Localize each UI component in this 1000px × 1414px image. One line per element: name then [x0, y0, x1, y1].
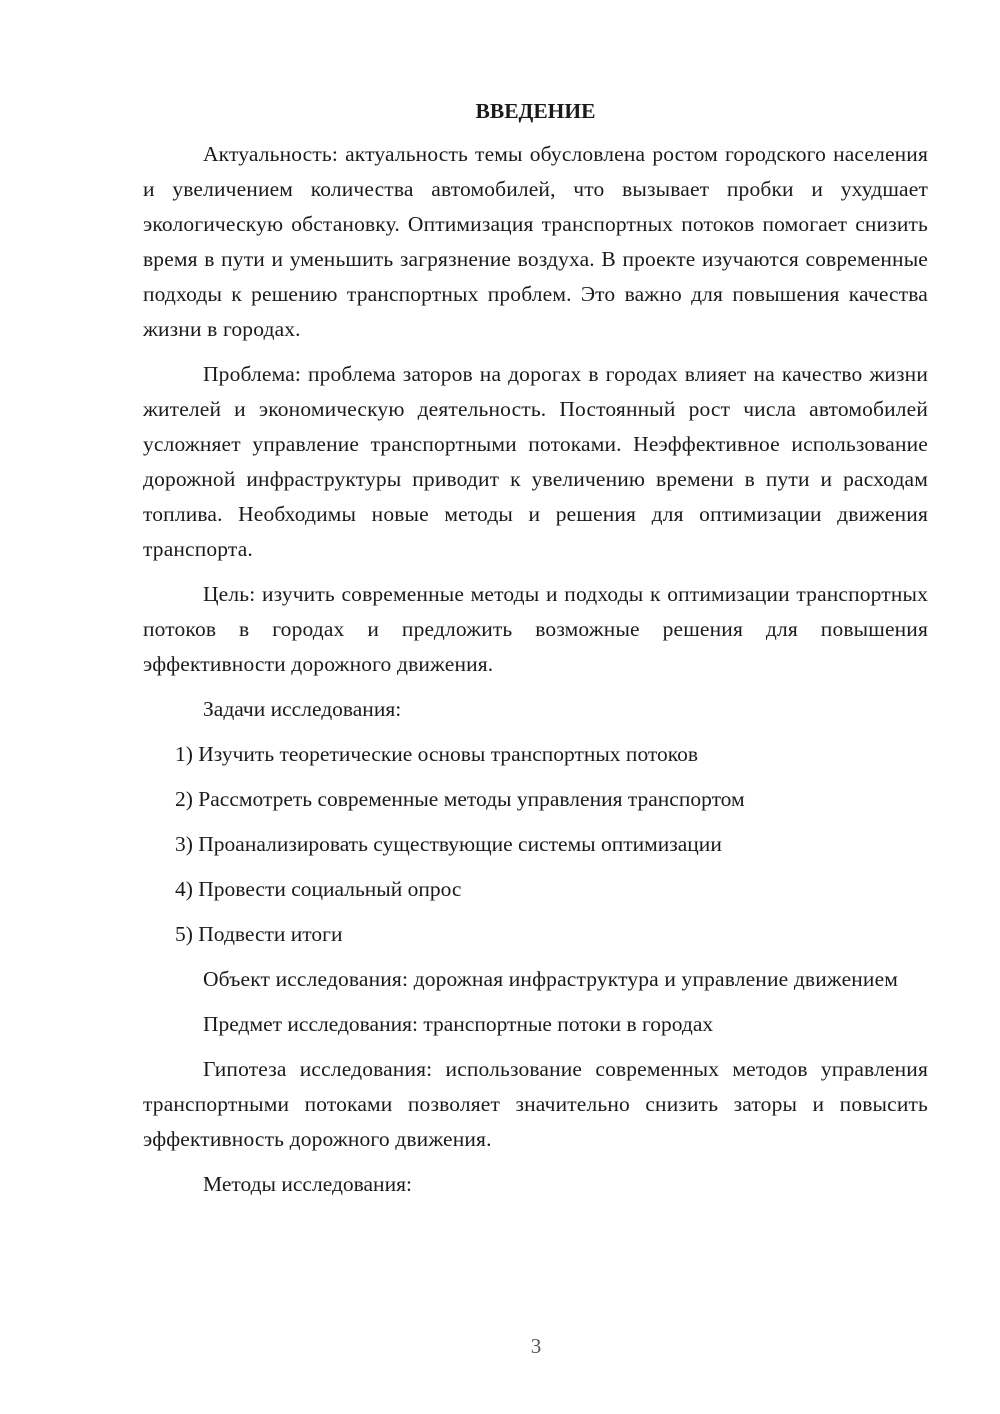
page-content: [143, 96, 928, 1212]
task-item-1: 1) Изучить теоретические основы транспортных потоков: [175, 742, 699, 766]
tasks-heading: Задачи исследования:: [203, 697, 402, 721]
subject-paragraph: Предмет исследования: транспортные потоки в городах: [203, 1012, 714, 1036]
methods-heading: Методы исследования:: [203, 1172, 412, 1196]
hypothesis-paragraph: Гипотеза исследования: использование современных методов управления транспортными потоками позволяет значительно снизить заторы и повысить эффективность дорожного движения.: [143, 1057, 928, 1151]
page-number: 3: [530, 1334, 542, 1358]
relevance-paragraph: Актуальность: актуальность темы обусловлена ростом городского населения и увеличением количества автомобилей, что вызывает пробки и ухудшает экологическую обстановку. Оптимизация транспортных потоков помогает снизить время в пути и уменьшить загрязнение воздуха. В проекте изучаются современные подходы к решению транспортных проблем. Это важно для повышения качества жизни в городах.: [143, 142, 928, 341]
task-item-3: 3) Проанализировать существующие системы оптимизации: [175, 832, 722, 856]
task-item-2: 2) Рассмотреть современные методы управления транспортом: [175, 787, 745, 811]
task-item-5: 5) Подвести итоги: [175, 922, 343, 946]
goal-paragraph: Цель: изучить современные методы и подходы к оптимизации транспортных потоков в городах и предложить возможные решения для повышения эффективности дорожного движения.: [143, 582, 928, 676]
object-paragraph: Объект исследования: дорожная инфраструктура и управление движением: [203, 967, 899, 991]
section-title: ВВЕДЕНИЕ: [475, 99, 596, 123]
task-item-4: 4) Провести социальный опрос: [175, 877, 462, 901]
problem-paragraph: Проблема: проблема заторов на дорогах в городах влияет на качество жизни жителей и экономическую деятельность. Постоянный рост числа автомобилей усложняет управление транспортными потоками. Неэффективное использование дорожной инфраструктуры приводит к увеличению времени в пути и расходам топлива. Необходимы новые методы и решения для оптимизации движения транспорта.: [143, 362, 928, 561]
